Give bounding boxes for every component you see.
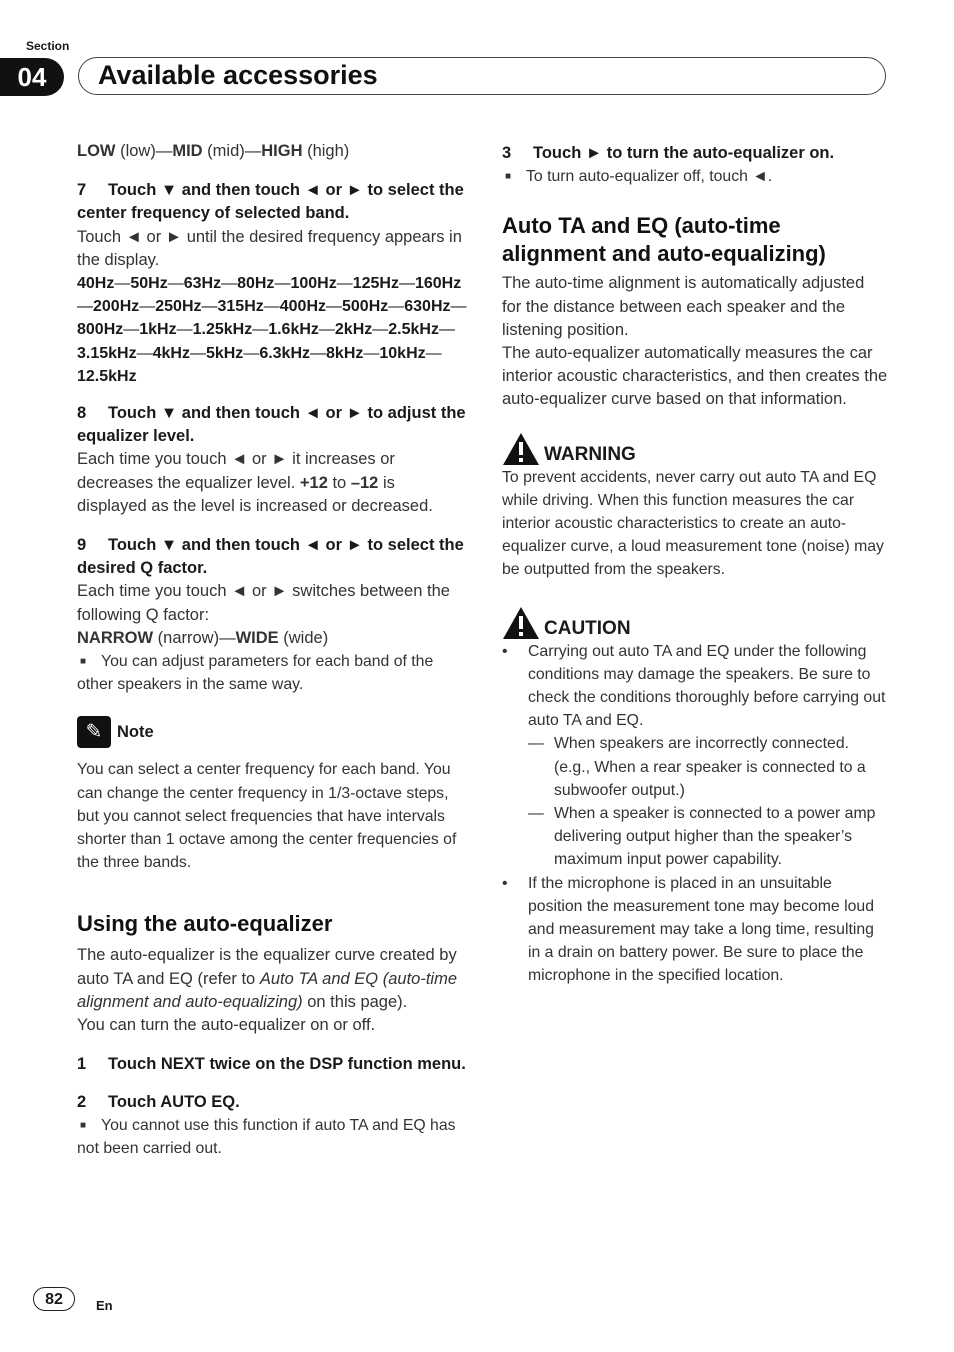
- frequency-separator: —: [363, 344, 380, 362]
- square-bullet-icon: ■: [80, 1119, 87, 1131]
- frequency-value: 160Hz: [414, 275, 462, 293]
- frequency-value: 315Hz: [217, 298, 264, 316]
- subitem-text: When a speaker is connected to a power amp delivering output higher than the speaker’s maximum input power capability.: [554, 805, 876, 869]
- auto-equalizer-toggle-text: You can turn the auto-equalizer on or off.: [77, 1016, 376, 1035]
- frequency-value: 100Hz: [290, 275, 337, 293]
- caution-triangle-icon: [502, 606, 540, 640]
- note-text: You can select a center frequency for each band. You can change the center frequency in 1/3-octave steps, but you cannot select frequencies that have intervals shorter than 1 octave among the center frequencies of the three bands.: [77, 761, 457, 872]
- caution-subitem: [528, 732, 888, 802]
- step-number: 7: [77, 181, 87, 200]
- auto-ta-paragraph-2: The auto-equalizer automatically measures the car interior acoustic characteristics, and then creates the auto-equalizer curve based on that information.: [502, 344, 888, 409]
- note-header: [77, 716, 469, 748]
- band-options: [77, 140, 469, 163]
- q-factor-options: [77, 627, 469, 650]
- frequency-separator: —: [398, 275, 415, 293]
- frequency-value: 200Hz: [93, 298, 140, 316]
- narrow-label: NARROW: [77, 628, 154, 647]
- frequency-value: 6.3kHz: [259, 344, 311, 362]
- high-paren: (high): [302, 142, 350, 160]
- subitem-text: When speakers are incorrectly connected. (e.g., When a rear speaker is connected to a subwoofer output.): [554, 735, 866, 799]
- frequency-value: 10kHz: [379, 344, 426, 362]
- frequency-value: 2kHz: [334, 321, 373, 339]
- step-text: Touch ▼ and then touch ◄ or ► to select the desired Q factor.: [77, 536, 464, 578]
- body-text: The auto-equalizer is the equalizer curve created by auto TA and EQ (refer to: [77, 946, 457, 988]
- mid-label: MID: [172, 142, 203, 160]
- body-text: Each time you touch ◄ or ► it increases or decreases the equalizer level.: [77, 450, 395, 492]
- frequency-separator: —: [176, 321, 193, 339]
- frequency-separator: —: [318, 321, 335, 339]
- frequency-value: 1kHz: [139, 321, 177, 339]
- step-number: 2: [77, 1092, 87, 1111]
- frequency-separator: —: [243, 344, 260, 362]
- frequency-separator: —: [372, 321, 389, 339]
- page-title: Available accessories: [98, 60, 378, 90]
- level-min: –12: [350, 473, 379, 492]
- step-9-bullet: [77, 650, 469, 696]
- bullet-text: You can adjust parameters for each band of the other speakers in the same way.: [77, 653, 434, 694]
- step-8: [77, 402, 469, 448]
- frequency-separator: —: [114, 275, 131, 293]
- note-label: Note: [117, 722, 154, 741]
- frequency-value: 63Hz: [183, 275, 222, 293]
- step-text: Touch NEXT twice on the DSP function menu.: [108, 1055, 466, 1074]
- frequency-separator: —: [189, 344, 206, 362]
- frequency-separator: —: [310, 344, 327, 362]
- frequency-separator: —: [167, 275, 184, 293]
- step-3: [502, 142, 888, 165]
- frequency-value: 125Hz: [352, 275, 399, 293]
- caution-label: CAUTION: [544, 617, 631, 639]
- step-text: Touch ► to turn the auto-equalizer on.: [533, 144, 835, 162]
- step-text: Touch ▼ and then touch ◄ or ► to select the center frequency of selected band.: [77, 181, 464, 223]
- step-3-bullet: [502, 165, 888, 188]
- step-text: Touch AUTO EQ.: [108, 1092, 240, 1111]
- step-7-body: Touch ◄ or ► until the desired frequency appears in the display.: [77, 227, 462, 269]
- frequency-separator: —: [450, 298, 467, 316]
- frequency-separator: —: [77, 298, 93, 316]
- step-1: [77, 1053, 469, 1076]
- bullet-text: You cannot use this function if auto TA and EQ has not been carried out.: [77, 1116, 456, 1157]
- step-7: [77, 179, 469, 225]
- frequency-separator: —: [139, 298, 156, 316]
- bullet-dot-icon: •: [502, 874, 508, 892]
- frequency-value: 40Hz: [77, 275, 115, 293]
- frequency-value: 4kHz: [152, 344, 190, 362]
- step-9-body: Each time you touch ◄ or ► switches between the following Q factor:: [77, 582, 450, 624]
- body-text: on this page).: [302, 992, 408, 1011]
- frequency-separator: —: [388, 298, 405, 316]
- step-8-body: [77, 448, 469, 518]
- cross-reference-link[interactable]: Auto TA and EQ (auto-time alignment and auto-equalizing): [77, 969, 457, 1011]
- bullet-dot-icon: •: [502, 642, 508, 660]
- step-2: [77, 1091, 469, 1114]
- frequency-separator: —: [263, 298, 280, 316]
- left-column: [77, 140, 469, 1160]
- language-code: En: [96, 1298, 113, 1313]
- step-number: 8: [77, 404, 87, 423]
- frequency-value: 12.5kHz: [77, 367, 137, 385]
- auto-ta-eq-heading: Auto TA and EQ (auto-time alignment and auto-equalizing): [502, 213, 826, 267]
- frequency-separator: —: [252, 321, 269, 339]
- frequency-list: [77, 272, 469, 388]
- caution-subitem: [528, 802, 888, 872]
- dash-marker: —: [528, 735, 544, 753]
- body-text: is displayed as the level is increased or decreased.: [77, 473, 433, 515]
- frequency-separator: —: [438, 321, 455, 339]
- step-number: 3: [502, 144, 512, 162]
- step-2-bullet: [77, 1114, 469, 1160]
- right-column: [502, 140, 888, 988]
- frequency-separator: —: [123, 321, 140, 339]
- frequency-separator: —: [221, 275, 238, 293]
- step-text: Touch ▼ and then touch ◄ or ► to adjust the equalizer level.: [77, 404, 466, 446]
- frequency-value: 1.25kHz: [192, 321, 253, 339]
- low-paren: (low)—: [115, 142, 173, 160]
- frequency-value: 500Hz: [342, 298, 389, 316]
- frequency-value: 8kHz: [326, 344, 364, 362]
- square-bullet-icon: ■: [505, 171, 512, 183]
- wide-label: WIDE: [235, 628, 279, 647]
- note-pencil-icon: ✎: [77, 716, 111, 748]
- caution-item: [502, 872, 888, 988]
- frequency-value: 80Hz: [237, 275, 275, 293]
- auto-ta-paragraph-1: The auto-time alignment is automatically adjusted for the distance between each speaker and the listening position.: [502, 274, 865, 339]
- caution-header: [502, 606, 888, 640]
- bullet-text: Carrying out auto TA and EQ under the following conditions may damage the speakers. Be sure to check the conditions thoroughly before carrying out auto TA and EQ.: [528, 642, 886, 730]
- frequency-value: 2.5kHz: [388, 321, 439, 339]
- frequency-value: 250Hz: [155, 298, 202, 316]
- auto-equalizer-body: [77, 944, 469, 1014]
- warning-header: [502, 432, 888, 466]
- frequency-separator: —: [336, 275, 353, 293]
- frequency-separator: —: [425, 344, 442, 362]
- wide-paren: (wide): [278, 628, 329, 647]
- low-label: LOW: [77, 142, 116, 160]
- caution-item: [502, 640, 888, 733]
- high-label: HIGH: [261, 142, 303, 160]
- bullet-text: To turn auto-equalizer off, touch ◄.: [526, 168, 773, 186]
- step-number: 9: [77, 536, 87, 555]
- frequency-value: 630Hz: [404, 298, 451, 316]
- to-text: to: [327, 473, 351, 492]
- frequency-separator: —: [274, 275, 291, 293]
- frequency-value: 3.15kHz: [77, 344, 137, 362]
- frequency-value: 400Hz: [279, 298, 326, 316]
- mid-paren: (mid)—: [202, 142, 262, 160]
- section-label: Section: [26, 39, 70, 53]
- frequency-value: 1.6kHz: [268, 321, 319, 339]
- frequency-value: 50Hz: [130, 275, 168, 293]
- warning-triangle-icon: [502, 432, 540, 466]
- page-number: 82: [33, 1287, 75, 1311]
- step-9: [77, 534, 469, 580]
- warning-text: To prevent accidents, never carry out auto TA and EQ while driving. When this function measures the car interior acoustic characteristics to create an auto-equalizer curve, a loud measurement tone (noise) may be outputted from the speakers.: [502, 468, 884, 579]
- bullet-text: If the microphone is placed in an unsuitable position the measurement tone may become loud and measurement may take a long time, resulting in a drain on battery power. Be sure to place the microphone in the specified location.: [528, 874, 874, 985]
- frequency-value: 800Hz: [77, 321, 124, 339]
- frequency-separator: —: [136, 344, 153, 362]
- frequency-value: 5kHz: [205, 344, 244, 362]
- section-number-tab: 04: [0, 58, 64, 96]
- narrow-paren: (narrow)—: [153, 628, 236, 647]
- frequency-separator: —: [326, 298, 342, 316]
- warning-label: WARNING: [544, 443, 636, 465]
- step-number: 1: [77, 1055, 87, 1074]
- frequency-separator: —: [201, 298, 218, 316]
- square-bullet-icon: ■: [80, 656, 87, 668]
- dash-marker: —: [528, 805, 544, 823]
- level-max: +12: [299, 473, 328, 492]
- auto-equalizer-heading: Using the auto-equalizer: [77, 911, 333, 937]
